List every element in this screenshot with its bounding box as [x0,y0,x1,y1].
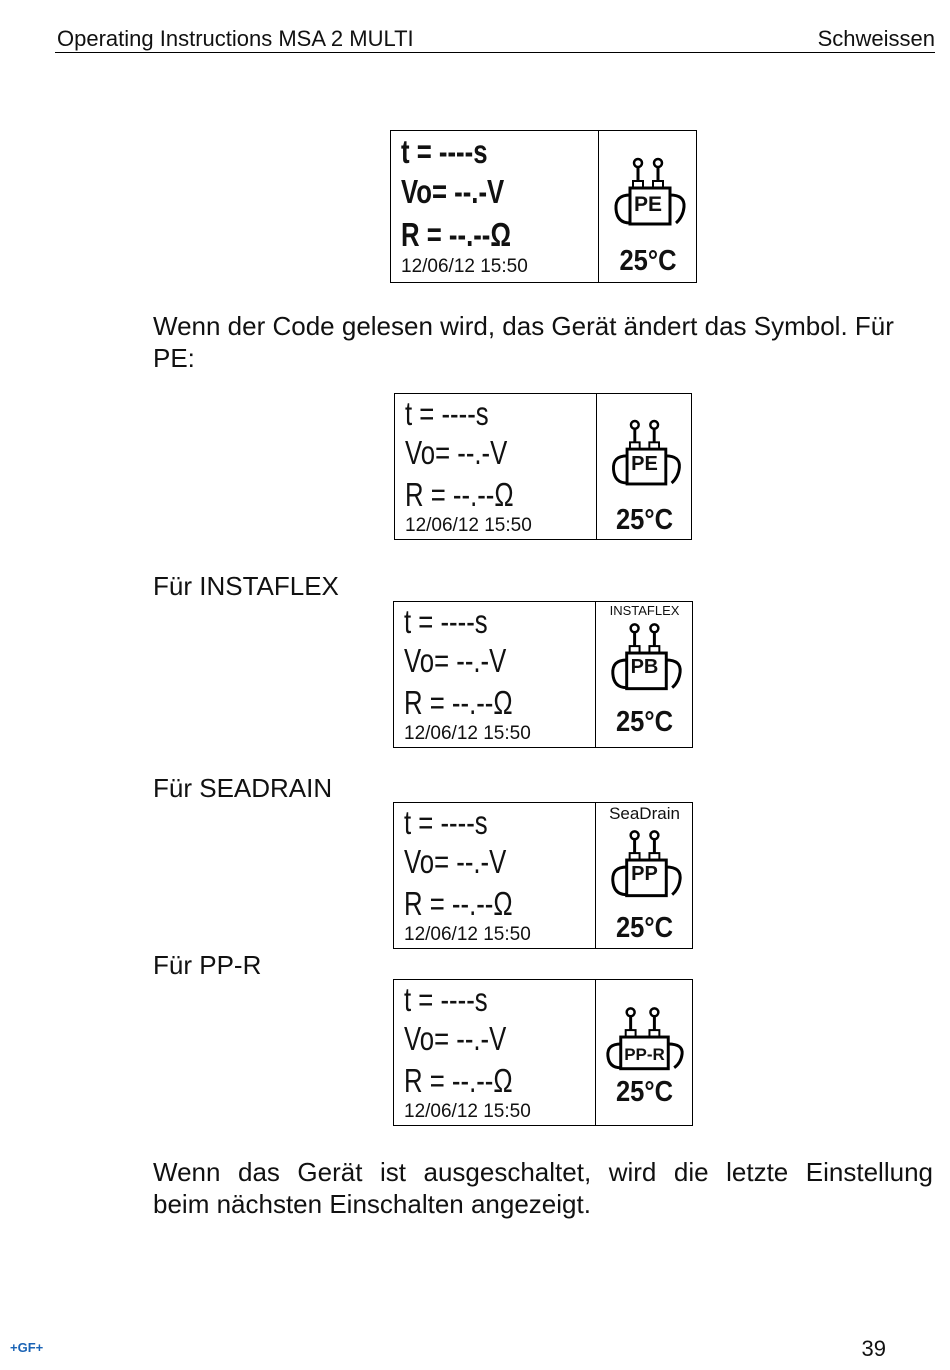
lcd-display-instaflex [393,601,693,748]
material-pane [597,803,692,948]
paragraph-line: Wenn das Gerät ist ausgeschaltet, wird die letzte Einstellung [153,1157,933,1187]
gf-logo: +GF+ [10,1340,44,1355]
fitting-icon [598,412,691,492]
material-code: PE [631,453,658,475]
brand-label: INSTAFLEX [609,603,680,618]
datetime: 12/06/12 15:50 [401,256,528,277]
time-readout: t = ----s [404,603,488,640]
datetime: 12/06/12 15:50 [404,924,531,945]
material-pane [598,394,691,539]
lcd-display-pe [394,393,692,540]
label-instaflex: Für INSTAFLEX [153,571,339,601]
lcd-display-seadrain [393,802,693,949]
material-code: PB [630,656,659,678]
material-pane [600,131,696,282]
material-pane [597,980,692,1125]
paragraph-switch-off [153,1156,933,1220]
temperature-readout: 25°C [615,1076,674,1108]
temperature-readout: 25°C [615,706,674,738]
header-title: Operating Instructions MSA 2 MULTI [57,26,414,51]
datetime: 12/06/12 15:50 [404,1101,531,1122]
page-header [55,24,935,53]
lcd-display-ppr [393,979,693,1126]
lcd-values [394,980,596,1125]
time-readout: t = ----s [405,395,489,432]
voltage-readout: Vo= --.-V [404,642,507,679]
voltage-readout: Vo= --.-V [401,173,505,210]
lcd-values [394,803,596,948]
voltage-readout: Vo= --.-V [405,434,508,471]
lcd-display-1 [390,130,697,283]
fitting-icon [597,1000,692,1080]
resistance-readout: R = --.--Ω [404,885,513,922]
resistance-readout: R = --.--Ω [405,476,514,513]
lcd-values [395,394,597,539]
header-section: Schweissen [817,26,935,51]
material-code: PP-R [624,1045,665,1064]
datetime: 12/06/12 15:50 [404,723,531,744]
paragraph-line: Wenn der Code gelesen wird, das Gerät ändert das Symbol. Für [153,311,894,341]
resistance-readout: R = --.--Ω [404,1062,513,1099]
resistance-readout: R = --.--Ω [404,684,513,721]
paragraph-code-read [153,310,933,374]
temperature-readout: 25°C [615,912,674,944]
voltage-readout: Vo= --.-V [404,1020,507,1057]
datetime: 12/06/12 15:50 [405,515,532,536]
time-readout: t = ----s [401,133,488,170]
fitting-icon [600,151,696,231]
material-pane [597,602,692,747]
paragraph-line: PE: [153,343,195,373]
temperature-readout: 25°C [615,504,674,536]
material-code: PP [631,863,658,885]
resistance-readout: R = --.--Ω [401,216,512,253]
label-ppr: Für PP-R [153,950,262,980]
page-number: 39 [861,1336,886,1361]
lcd-values [394,602,596,747]
label-seadrain: Für SEADRAIN [153,773,333,803]
material-code: PE [633,193,662,216]
voltage-readout: Vo= --.-V [404,843,507,880]
time-readout: t = ----s [404,804,488,841]
brand-label: SeaDrain [609,804,680,823]
lcd-values [391,131,599,282]
temperature-readout: 25°C [619,245,677,277]
time-readout: t = ----s [404,981,488,1018]
paragraph-line: beim nächsten Einschalten angezeigt. [153,1189,591,1219]
